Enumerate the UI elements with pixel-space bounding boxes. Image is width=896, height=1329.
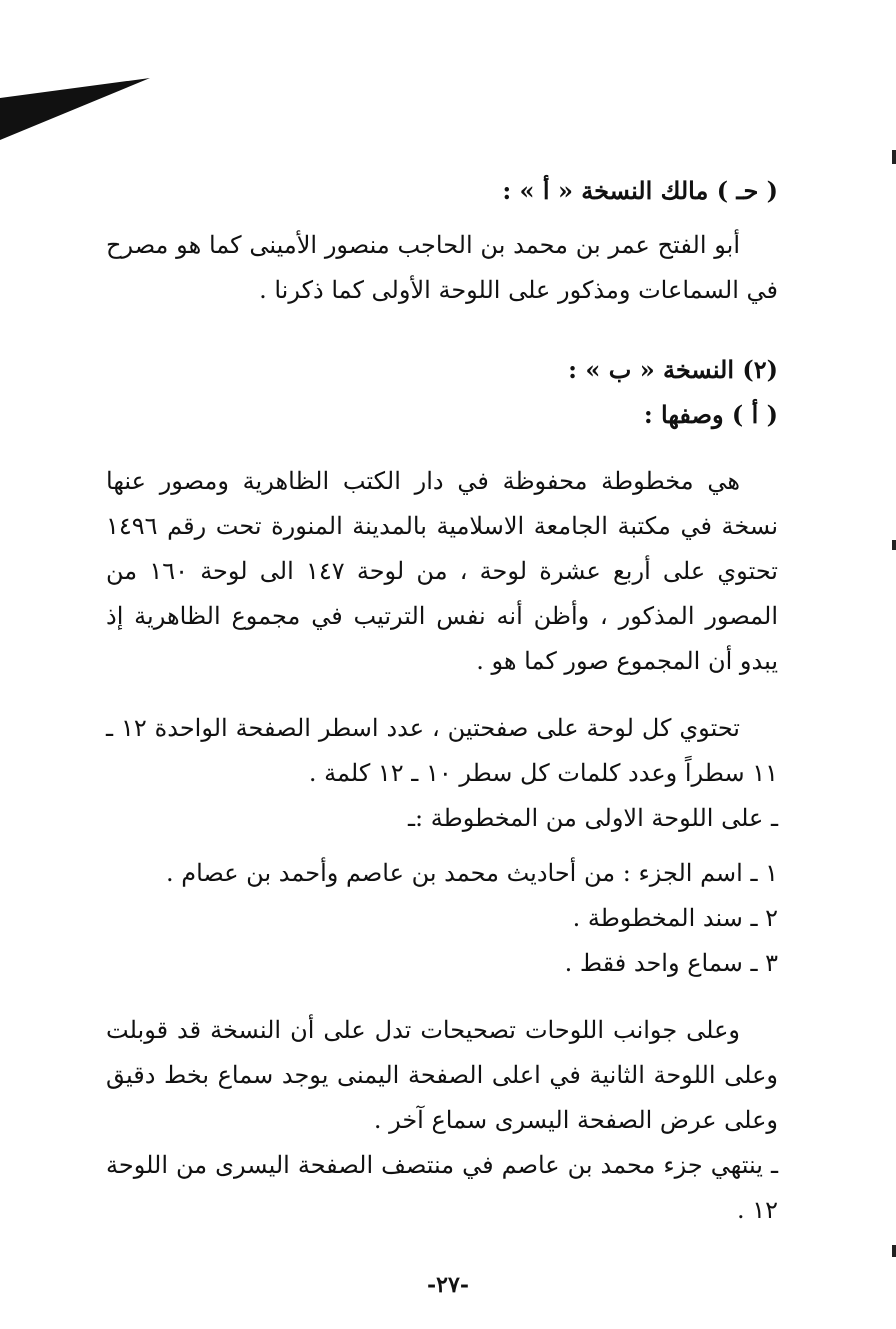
section-heading-owner: ( حـ ) مالك النسخة « أ » : [502, 176, 778, 205]
section-heading-copy-b: (٢) النسخة « ب » : [568, 355, 778, 384]
owner-paragraph: أبو الفتح عمر بن محمد بن الحاجب منصور الأمينى كما هو مصرح في السماعات ومذكور على اللوحة الأولى كما ذكرنا . [106, 231, 778, 304]
subheading-description: ( أ ) وصفها : [643, 400, 778, 429]
list-item: ١ ـ اسم الجزء : من أحاديث محمد بن عاصم وأحمد بن عصام . [165, 859, 778, 887]
margin-tick-mark [892, 540, 896, 550]
description-paragraph: هي مخطوطة محفوظة في دار الكتب الظاهرية ومصور عنها نسخة في مكتبة الجامعة الاسلامية بالمدينة المنورة تحت رقم ١٤٩٦ تحتوي على أربع عشرة لوحة ، من لوحة ١٤٧ الى لوحة ١٦٠ من المصور المذكور ، وأظن أنه نفس الترتيب في مجموع الظاهرية إذ يبدو أن المجموع صور كما هو . [106, 467, 778, 675]
pages-count-paragraph: تحتوي كل لوحة على صفحتين ، عدد اسطر الصفحة الواحدة ١٢ ـ ١١ سطراً وعدد كلمات كل سطر ١٠ ـ ١٢ كلمة . [106, 714, 778, 787]
page-number: -٢٧- [427, 1272, 469, 1298]
margin-tick-mark [892, 150, 896, 164]
corner-scan-mark [0, 78, 150, 140]
first-plate-intro: ـ على اللوحة الاولى من المخطوطة :ـ [407, 804, 778, 832]
list-item: ٢ ـ سند المخطوطة . [572, 904, 778, 932]
corrections-paragraph: وعلى جوانب اللوحات تصحيحات تدل على أن النسخة قد قوبلت وعلى اللوحة الثانية في اعلى الصفحة اليمنى يوجد سماع بخط دقيق وعلى عرض الصفحة اليسرى سماع آخر . [106, 1016, 778, 1134]
list-item: ٣ ـ سماع واحد فقط . [564, 949, 778, 977]
page-body [106, 168, 778, 1233]
margin-tick-mark [892, 1245, 896, 1257]
closing-line: ـ ينتهي جزء محمد بن عاصم في منتصف الصفحة اليسرى من اللوحة ١٢ . [106, 1151, 778, 1224]
